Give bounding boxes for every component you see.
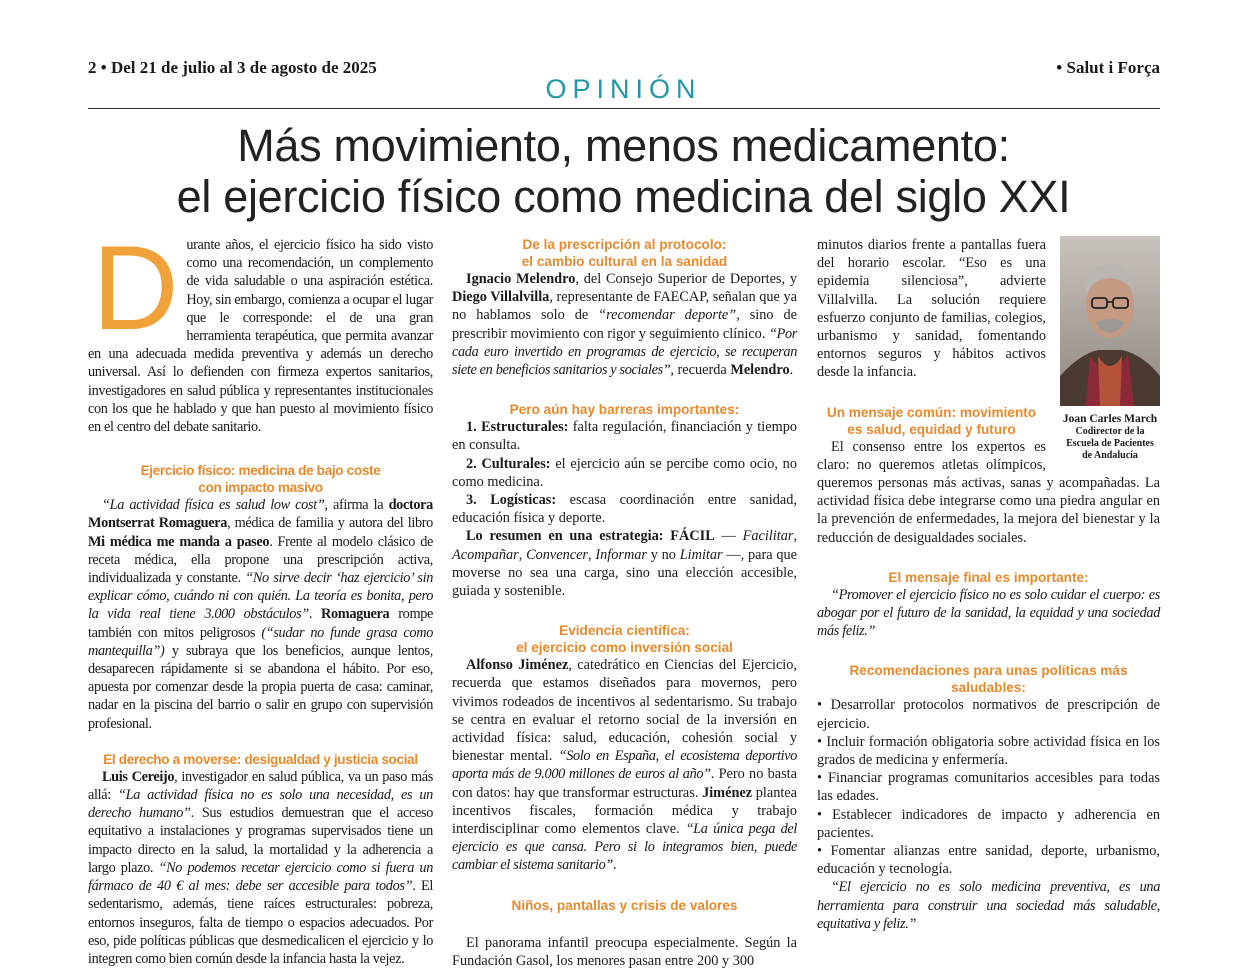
barrier-structural: [452, 418, 797, 454]
subheading-text: Un mensaje común: movimiento: [826, 404, 1037, 420]
text: , catedrático en Ciencias del Ejercicio, recuerda que estamos diseñados para movernos, pero vivimos rodeados de incentivos al sedentarismo. Su trabajo se centra en evaluar el retorno social de la inversión en actividad física: salud, educación, cohesión social y bienestar mental.: [452, 657, 797, 765]
page-number: 2: [88, 58, 97, 77]
paragraph-jimenez: [452, 656, 797, 874]
subheading-text: es salud, equidad y futuro: [847, 421, 1016, 437]
quote: “recomendar deporte”: [598, 307, 737, 324]
bullet-separator: •: [100, 58, 111, 77]
paragraph-strategy: [452, 527, 797, 600]
intro-text: urante años, el ejercicio físico ha sido visto como una recomendación, un complemento de vida saludable o una aspiración estética. Hoy, sin embargo, comienza a ocupar el lugar que le corresponde: el de una gran herramienta terapéutica, que permita avanzar en una adecuada medida preventiva y además un derecho universal. Así lo defienden con firmeza expertos sanitarios, investigadores en salud pública y representantes institucionales con los que he hablado y que han puesto al movimiento físico en el centro del debate sanitario.: [88, 237, 433, 436]
subheading-children: Niños, pantallas y crisis de valores: [511, 897, 738, 913]
subheading-right-to-move: El derecho a moverse: desigualdad y justicia social: [103, 751, 418, 767]
strategy-word: Acompañar: [452, 546, 519, 563]
recommendation-item: • Fomentar alianzas entre sanidad, deporte, urbanismo, educación y tecnología.: [817, 843, 1160, 878]
strategy-word: Informar: [595, 546, 647, 563]
author-name: Joan Carles March: [1062, 413, 1158, 425]
drop-cap: D: [92, 221, 179, 355]
text: escasa coordinación entre sanidad, educación física y deporte.: [452, 492, 797, 527]
paragraph-romaguera: [88, 496, 433, 733]
text: .: [613, 857, 617, 874]
bullet-separator: •: [1056, 58, 1067, 77]
strategy-label: Lo resumen en una estrategia: FÁCIL: [466, 528, 715, 545]
author-photo-block: [1060, 236, 1160, 462]
subheading-text: Recomendaciones para unas políticas más: [849, 663, 1128, 679]
list-label: 3. Logísticas:: [466, 492, 557, 509]
subheading-evidence: [452, 622, 797, 656]
text: , recuerda: [670, 362, 731, 379]
text: . Frente al modelo clásico de receta médica, ella propone una prescripción activa, individualizada y constante.: [88, 533, 433, 587]
recommendation-item: • Establecer indicadores de impacto y adherencia en pacientes.: [817, 806, 1160, 841]
headline: [60, 120, 1187, 222]
text: , representante de FAECAP, señalan que ya no hablamos solo de: [452, 289, 797, 324]
subheading-text: saludables:: [951, 680, 1026, 696]
person-name: Ignacio Melendro: [466, 271, 576, 287]
list-label: 1. Estructurales:: [466, 419, 569, 436]
person-name: Alfonso Jiménez: [466, 657, 569, 674]
subheading-text: De la prescripción al protocolo:: [522, 237, 727, 252]
paragraph-children: [452, 934, 797, 970]
text: . El sedentarismo, además, tiene raíces estructurales: pobreza, entornos inseguros, falta de tiempo o espacios adecuados. Por eso, pide políticas públicas que desmedicalicen el ejercicio y lo integren como bien común desde la infancia hasta la vejez.: [88, 878, 433, 967]
intro-paragraph: [88, 221, 433, 436]
quote: “Por cada euro invertido en programas de ejercicio, se recuperan siete en beneficios sanitarios y sociales”: [452, 325, 797, 379]
text: el ejercicio aún se percibe como ocio, no como medicina.: [452, 455, 797, 490]
text: —: [714, 528, 743, 545]
subheading-barriers: Pero aún hay barreras importantes:: [509, 402, 740, 418]
recommendation-item: • Incluir formación obligatoria sobre actividad física en los grados de medicina y enfermería.: [817, 733, 1160, 769]
subheading-low-cost: [88, 462, 433, 496]
text: .: [789, 362, 794, 379]
author-portrait: [1060, 236, 1160, 406]
text: —, para que moverse no sea una carga, sino una elección accesible, guiada y sostenible.: [452, 546, 797, 600]
article-column-1: [88, 221, 434, 968]
paragraph-melendro: [452, 270, 797, 379]
subheading-recommendations: [817, 662, 1160, 696]
subheading-text: el ejercicio como inversión social: [516, 640, 733, 656]
strategy-word: Limitar: [679, 546, 723, 563]
barrier-cultural: [452, 455, 797, 491]
issue-date: Del 21 de julio al 3 de agosto de 2025: [110, 58, 377, 77]
closing-quote: “El ejercicio no es solo medicina preventiva, es una herramienta para construir una sociedad más saludable, equitativa y feliz.”: [817, 879, 1160, 932]
subheading-text: Evidencia científica:: [559, 623, 690, 639]
final-quote: “Promover el ejercicio físico no es solo cuidar el cuerpo: es abogar por el futuro de la sanidad, la equidad y una sociedad más feliz.”: [817, 586, 1160, 640]
text: ,: [793, 528, 798, 545]
text: , afirma la: [324, 497, 389, 514]
quote: (“sudar no funde grasa como mantequilla”): [88, 624, 433, 659]
person-name: doctora Montserrat Romaguera: [88, 497, 433, 532]
book-title: Mi médica me manda a paseo: [88, 533, 270, 550]
list-label: 2. Culturales:: [466, 455, 551, 472]
quote: “La actividad física es salud low cost”: [102, 497, 325, 514]
quote: “No sirve decir ‘haz ejercicio’ sin explicar cómo, cuándo ni con quién. La teoría es bonita, pero la vida real tiene 3.000 obstáculos”: [88, 570, 434, 623]
quote: “Solo en España, el ecosistema deportivo aporta más de 9.000 millones de euros al año”: [452, 748, 798, 783]
text: . Pero no basta con datos: hay que transformar estructuras.: [452, 766, 797, 801]
text: , del Consejo Superior de Deportes, y: [575, 271, 797, 287]
text: rompe también con mitos peligrosos: [88, 606, 434, 641]
strategy-word: Facilitar: [742, 528, 794, 545]
text: ,: [518, 546, 527, 563]
person-name: Diego Villalvilla: [452, 289, 550, 306]
person-name: Jiménez: [702, 784, 753, 801]
text: , investigador en salud pública, va un paso más allá:: [88, 768, 434, 804]
barrier-logistic: [452, 491, 797, 527]
person-name: Luis Cereijo: [102, 768, 175, 785]
text: y subraya que los beneficios, aunque lentos, desaparecen rápidamente si se abandona el hábito. Por eso, apuesta por comenzar desde la propia puerta de casa: caminar, nadar en la piscina del barrio o salir en grupo con supervisión profesional.: [88, 642, 433, 732]
subheading-prescription: [452, 236, 797, 270]
headline-line-2: el ejercicio físico como medicina del siglo XXI: [176, 171, 1071, 222]
subheading-text: el cambio cultural en la sanidad: [521, 254, 728, 269]
text: , médica de familia y autora del libro: [227, 515, 433, 532]
text: .: [308, 606, 322, 623]
subheading-text: Ejercicio físico: medicina de bajo coste: [140, 463, 381, 479]
text: . Sus estudios demuestran que el acceso equitativo a instalaciones y programas supervisados tiene un impacto directo en la salud, la mortalidad y la adherencia a largo plazo.: [88, 805, 434, 876]
publication-name: Salut i Força: [1066, 58, 1160, 77]
section-label: OPINIÓN: [545, 74, 702, 104]
subheading-final-message: El mensaje final es importante:: [888, 569, 1089, 585]
headline-line-1: Más movimiento, menos medicamento:: [237, 120, 1010, 171]
strategy-word: Convencer: [526, 546, 588, 563]
text: , sino de prescribir movimiento con rigor y seguimiento clínico.: [452, 307, 797, 342]
person-name: Melendro: [730, 362, 790, 379]
text: y no: [646, 546, 680, 563]
text: El panorama infantil preocupa especialmente. Según la Fundación Gasol, los menores pasan entre 200 y 300: [452, 934, 797, 969]
text: falta regulación, financiación y tiempo en consulta.: [452, 419, 798, 454]
text: plantea incentivos fiscales, formación médica y trabajo interdisciplinar como elementos clave.: [452, 784, 798, 838]
subheading-text: con impacto masivo: [198, 480, 323, 496]
paragraph-cereijo: [88, 768, 433, 968]
recommendation-item: • Desarrollar protocolos normativos de prescripción de ejercicio.: [817, 697, 1160, 732]
header-divider: [88, 108, 1160, 109]
person-name: Romaguera: [321, 606, 390, 623]
author-role: Codirector de la Escuela de Pacientes de Andalucía: [1066, 426, 1154, 461]
text: minutos diarios frente a pantallas fuera del horario escolar. “Eso es una epidemia silenciosa”, advierte Villalvilla. La solución requiere esfuerzo conjunto de familias, colegios, urbanismo y sanidad, fomentando entornos seguros y hábitos activos desde la infancia.: [817, 237, 1046, 381]
text: ,: [588, 546, 596, 563]
quote: “La actividad física no es solo una necesidad, es un derecho humano”: [88, 787, 433, 822]
quote: “La única pega del ejercicio es que cansa. Pero si lo integramos bien, puede cambiar el sistema sanitario”: [452, 821, 797, 874]
text: El consenso entre los expertos es claro: no queremos atletas olímpicos, queremos personas más activas, sanas y acompañadas. La actividad física debe integrarse como una piedra angular en la prevención de enfermedades, la mejora del bienestar y la reducción de desigualdades sociales.: [817, 438, 1160, 546]
recommendation-item: • Financiar programas comunitarios accesibles para todas las edades.: [817, 770, 1160, 805]
quote: “No podemos recetar ejercicio como si fuera un fármaco de 40 € al mes: debe ser accesible para todos”: [88, 859, 433, 895]
article-column-2: [452, 236, 797, 970]
article-column-3: [817, 236, 1160, 933]
